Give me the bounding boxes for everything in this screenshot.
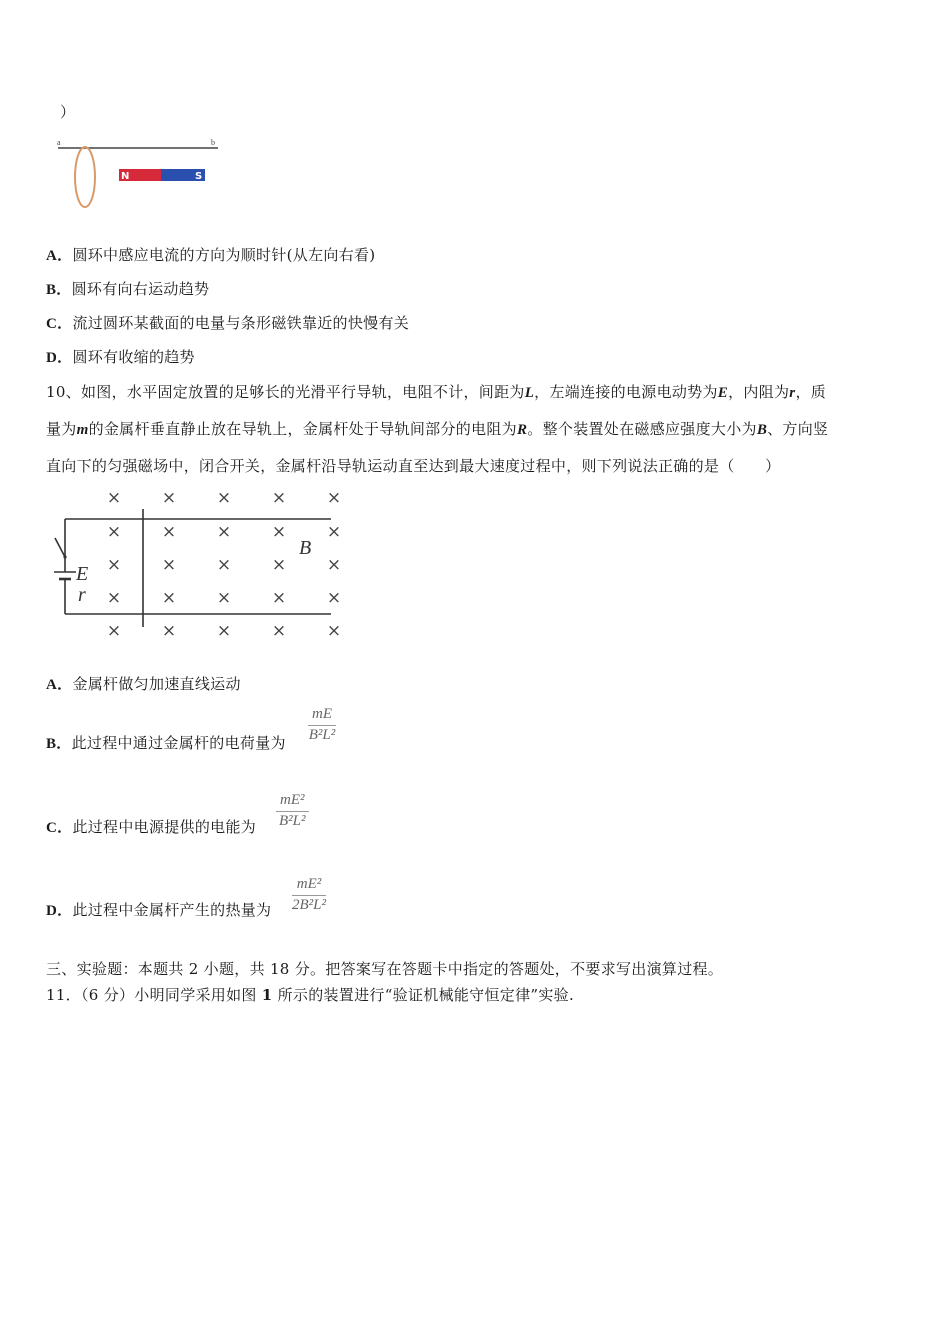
field-cross-icon: × [106,621,122,641]
q11-stem [46,984,574,1005]
option-text: 流过圆环某截面的电量与条形磁铁靠近的快慢有关 [72,314,410,332]
field-cross-icon: × [106,588,122,608]
q9-paren-close: ） [60,103,76,121]
field-cross-icon: × [216,522,232,542]
text-segment: 。整个装置处在磁感应强度大小为 [527,420,757,438]
label-r: r [78,584,86,606]
field-cross-icon: × [216,588,232,608]
option-letter: D． [46,903,73,919]
var-E: E [717,385,729,401]
field-cross-icon: × [161,588,177,608]
option-text: 圆环有收缩的趋势 [72,348,195,366]
text-segment: ，内阻为 [728,383,790,401]
option-letter: C． [46,820,73,836]
option-letter: A． [46,677,73,693]
q9-option-a [46,244,375,265]
q10-option-d [46,899,271,920]
field-cross-icon: × [326,488,342,508]
field-cross-icon: × [216,621,232,641]
magnet-s-label: S [195,171,203,182]
option-text: 圆环有向右运动趋势 [71,280,210,298]
q9-option-b [46,278,209,299]
switch-icon [55,538,65,557]
field-cross-icon: × [161,621,177,641]
option-text: 圆环中感应电流的方向为顺时针(从左向右看) [72,246,376,264]
text-segment: 11．（6 分）小明同学采用如图 [46,986,262,1004]
field-cross-icon: × [106,555,122,575]
field-cross-icon: × [161,488,177,508]
fraction-numerator: mE [312,706,332,722]
q10-option-b [46,732,286,753]
q10-option-c [46,816,256,837]
field-cross-icon: × [326,555,342,575]
fraction-denominator: B²L² [279,813,306,829]
field-cross-icon: × [271,522,287,542]
text-segment: ，左端连接的电源电动势为 [534,383,718,401]
option-text: 金属杆做匀加速直线运动 [72,675,241,693]
field-cross-icon: × [271,588,287,608]
field-cross-icon: × [161,555,177,575]
label-B: B [299,537,312,559]
field-cross-icon: × [326,621,342,641]
fraction-numerator: mE² [296,876,322,892]
q9-option-d [46,346,195,367]
option-letter: D． [46,350,73,366]
q9-ring-magnet-figure [52,136,227,214]
text-segment: ，质 [795,383,827,401]
text-segment: 的金属杆垂直静止放在导轨上，金属杆处于导轨间部分的电阻为 [88,420,517,438]
label-b: b [211,138,215,147]
q10-option-d-fraction [292,876,326,914]
ring-icon [75,147,95,207]
var-r: r [789,385,796,401]
q10-stem-line-2 [46,418,828,439]
option-letter: B． [46,736,72,752]
var-B: B [756,422,768,438]
field-cross-icon: × [326,522,342,542]
q10-rail-circuit-figure [48,484,358,644]
option-letter: A． [46,248,73,264]
fraction-numerator: mE² [280,792,305,808]
fraction-denominator: 2B²L² [292,897,326,913]
field-cross-icon: × [161,522,177,542]
field-cross-icon: × [271,621,287,641]
q10-option-b-fraction [308,706,336,744]
text-segment: 量为 [46,420,77,438]
option-letter: B． [46,282,72,298]
fraction-denominator: B²L² [308,727,336,743]
field-cross-icon: × [106,488,122,508]
text-segment: 、方向竖 [767,420,829,438]
var-m: m [76,422,89,438]
field-cross-icon: × [271,488,287,508]
label-E: E [76,563,89,585]
option-text: 此过程中电源提供的电能为 [72,818,257,836]
q9-option-c [46,312,409,333]
label-a: a [57,138,61,147]
q10-stem-line-3: 直向下的匀强磁场中，闭合开关，金属杆沿导轨运动直至达到最大速度过程中，则下列说法正确的是（ ） [46,457,781,475]
q10-option-c-fraction [276,792,309,830]
field-cross-icon: × [326,588,342,608]
field-cross-icon: × [216,488,232,508]
text-segment: 10、如图，水平固定放置的足够长的光滑平行导轨，电阻不计，间距为 [46,383,525,401]
option-text: 此过程中通过金属杆的电荷量为 [71,734,286,752]
section-3-heading: 三、实验题：本题共 2 小题，共 18 分。把答案写在答题卡中指定的答题处，不要求写出演算过程。 [46,960,724,978]
q10-stem-line-1 [46,381,826,402]
option-text: 此过程中金属杆产生的热量为 [72,901,272,919]
magnetic-field-crosses [107,488,341,641]
field-cross-icon: × [271,555,287,575]
q10-option-a [46,673,241,694]
figure-number: 1 [261,986,273,1004]
text-segment: 所示的装置进行“验证机械能守恒定律”实验. [272,986,575,1004]
field-cross-icon: × [216,555,232,575]
field-cross-icon: × [106,522,122,542]
var-L: L [524,385,535,401]
magnet-n-label: N [121,171,130,182]
var-R: R [516,422,528,438]
option-letter: C． [46,316,73,332]
